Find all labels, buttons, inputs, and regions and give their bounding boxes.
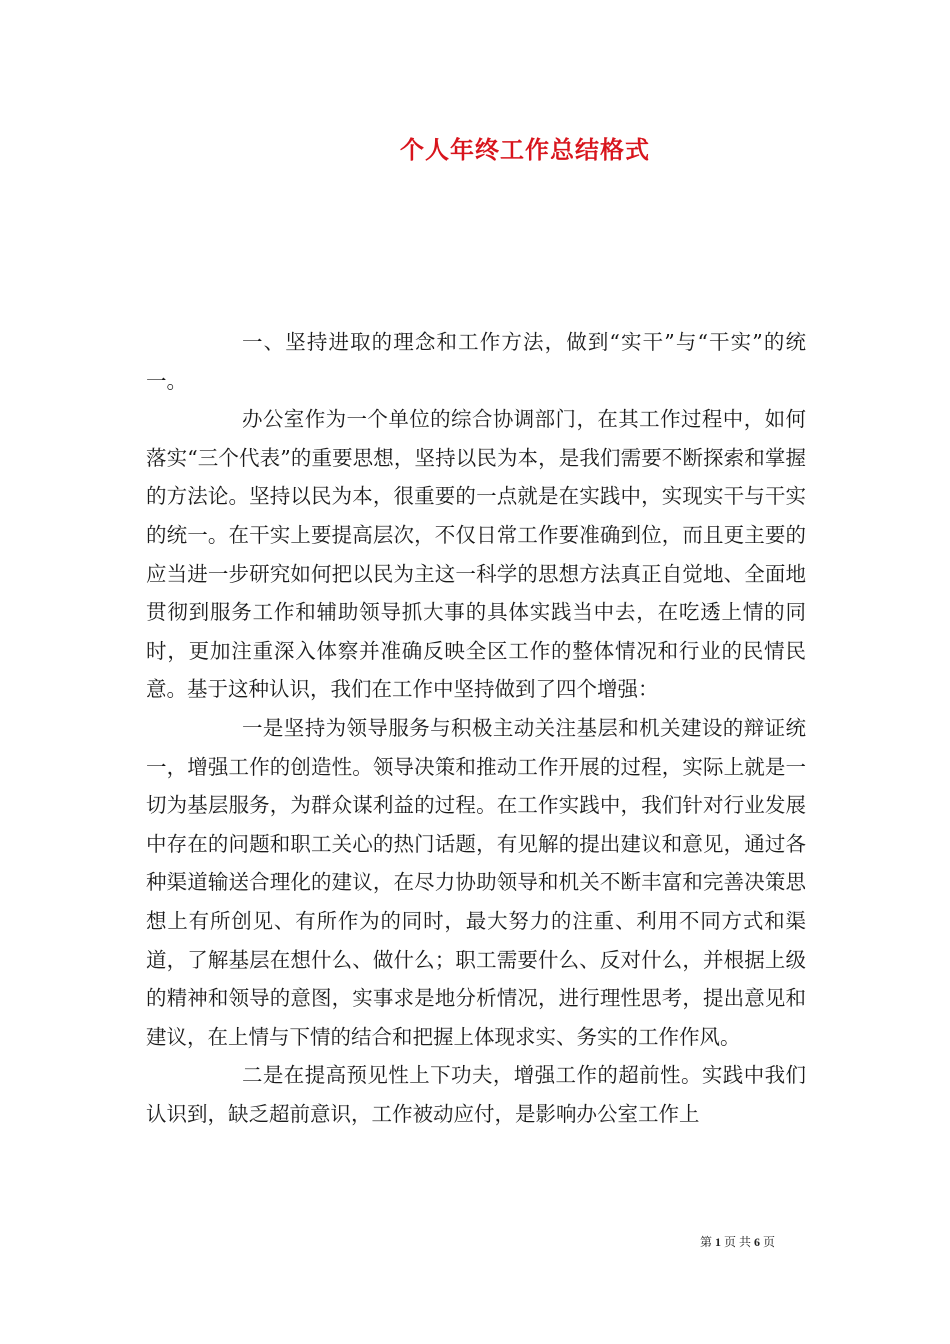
paragraph: 二是在提高预见性上下功夫，增强工作的超前性。实践中我们认识到，缺乏超前意识，工作被动应付，是影响办公室工作上 — [146, 1063, 806, 1126]
page-middle: 页 共 — [724, 1235, 752, 1249]
page-number-current: 1 — [715, 1235, 722, 1249]
paragraph: 一是坚持为领导服务与积极主动关注基层和机关建设的辩证统一，增强工作的创造性。领导决策和推动工作开展的过程，实际上就是一切为基层服务，为群众谋利益的过程。在工作实践中，我们针对行业发展中存在的问题和职工关心的热门话题，有见解的提出建议和意见，通过各种渠道输送合理化的建议，在尽力协助领导和机关不断丰富和完善决策思想上有所创见、有所作为的同时，最大努力的注重、利用不同方式和渠道，了解基层在想什么、做什么；职工需要什么、反对什么，并根据上级的精神和领导的意图，实事求是地分析情况，进行理性思考，提出意见和建议，在上情与下情的结合和把握上体现求实、务实的工作作风。 — [146, 715, 806, 1049]
document-body — [146, 323, 806, 1133]
paragraph: 办公室作为一个单位的综合协调部门，在其工作过程中，如何落实“三个代表”的重要思想，坚持以民为本，是我们需要不断探索和掌握的方法论。坚持以民为本，很重要的一点就是在实践中，实现实干与干实的统一。在干实上要提高层次，不仅日常工作要准确到位，而且更主要的应当进一步研究如何把以民为主这一科学的思想方法真正自觉地、全面地贯彻到服务工作和辅助领导抓大事的具体实践当中去，在吃透上情的同时，更加注重深入体察并准确反映全区工作的整体情况和行业的民情民意。基于这种认识，我们在工作中坚持做到了四个增强： — [146, 407, 806, 702]
page-prefix: 第 — [700, 1235, 713, 1249]
page-footer — [700, 1233, 775, 1250]
page-suffix: 页 — [763, 1235, 776, 1249]
page-number-total: 6 — [754, 1235, 761, 1249]
section-heading: 一、坚持进取的理念和工作方法，做到“实干”与“干实”的统一。 — [146, 330, 806, 393]
page-title: 个人年终工作总结格式 — [400, 135, 650, 164]
